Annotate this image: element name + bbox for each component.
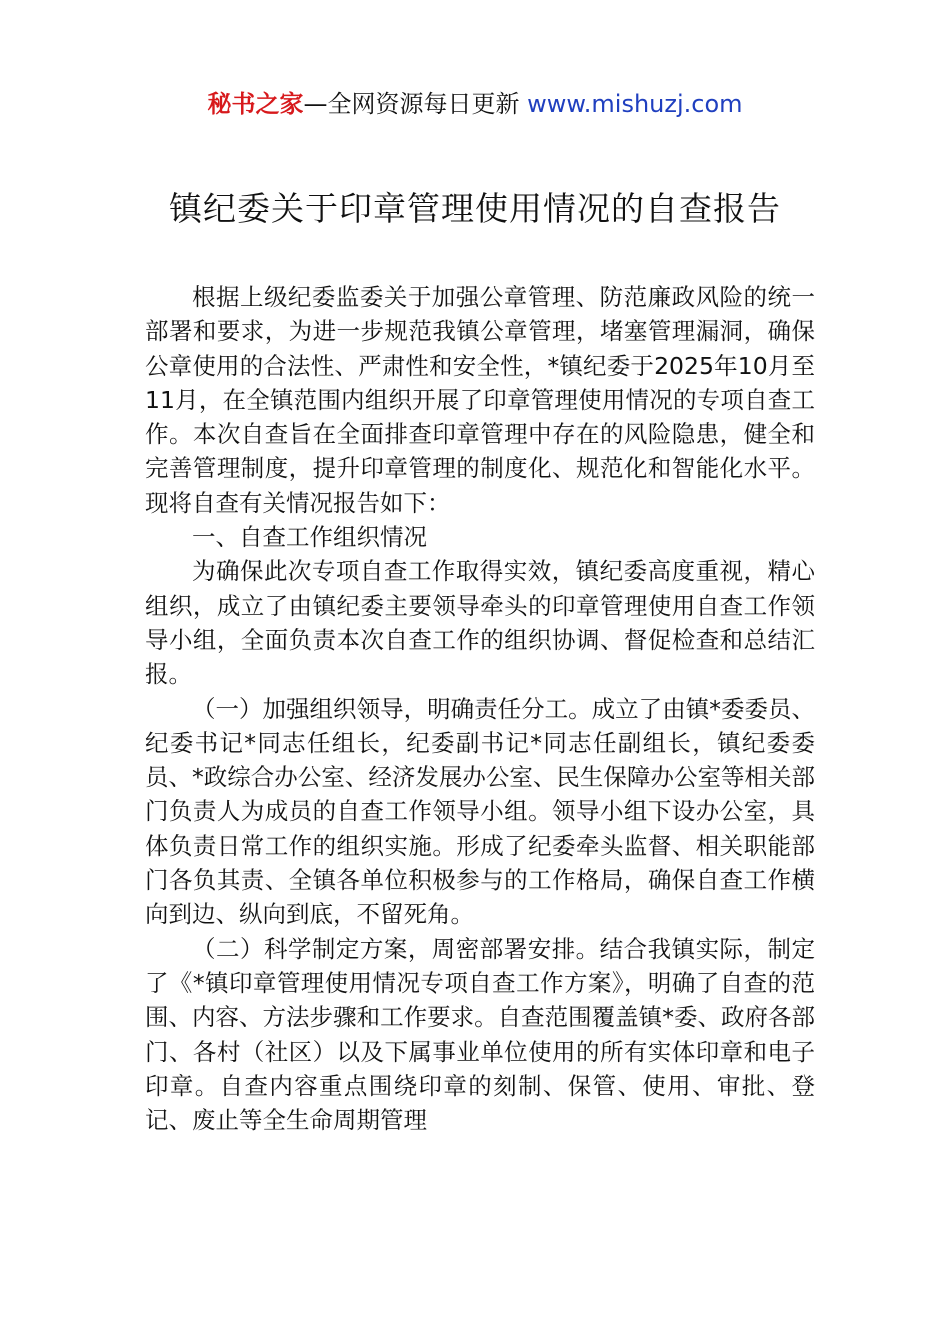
paragraph-section-1: 为确保此次专项自查工作取得实效，镇纪委高度重视，精心组织，成立了由镇纪委主要领导牵头的印章管理使用自查工作领导小组，全面负责本次自查工作的组织协调、督促检查和总结汇报。 — [145, 557, 815, 689]
site-header — [0, 88, 950, 120]
document-title: 镇纪委关于印章管理使用情况的自查报告 — [169, 189, 781, 228]
site-brand: 秘书之家 — [207, 90, 304, 118]
site-slogan: —全网资源每日更新 — [303, 90, 528, 118]
section-heading-1: 一、自查工作组织情况 — [192, 523, 427, 552]
paragraph-intro: 根据上级纪委监委关于加强公章管理、防范廉政风险的统一部署和要求，为进一步规范我镇公章管理，堵塞管理漏洞，确保公章使用的合法性、严肃性和安全性，*镇纪委于2025年10月至11月，在全镇范围内组织开展了印章管理使用情况的专项自查工作。本次自查旨在全面排查印章管理中存在的风险隐患，健全和完善管理制度，提升印章管理的制度化、规范化和智能化水平。现将自查有关情况报告如下： — [145, 283, 815, 517]
site-url-link[interactable]: www.mishuzj.com — [527, 90, 743, 118]
paragraph-subsection-2: （二）科学制定方案，周密部署安排。结合我镇实际，制定了《*镇印章管理使用情况专项自查工作方案》，明确了自查的范围、内容、方法步骤和工作要求。自查范围覆盖镇*委、政府各部门、各村（社区）以及下属事业单位使用的所有实体印章和电子印章。自查内容重点围绕印章的刻制、保管、使用、审批、登记、废止等全生命周期管理 — [145, 934, 815, 1135]
paragraph-subsection-1: （一）加强组织领导，明确责任分工。成立了由镇*委委员、纪委书记*同志任组长，纪委副书记*同志任副组长，镇纪委委员、*政综合办公室、经济发展办公室、民生保障办公室等相关部门负责人为成员的自查工作领导小组。领导小组下设办公室，具体负责日常工作的组织实施。形成了纪委牵头监督、相关职能部门各负其责、全镇各单位积极参与的工作格局，确保自查工作横向到边、纵向到底，不留死角。 — [145, 694, 815, 929]
document-body — [145, 280, 815, 1137]
